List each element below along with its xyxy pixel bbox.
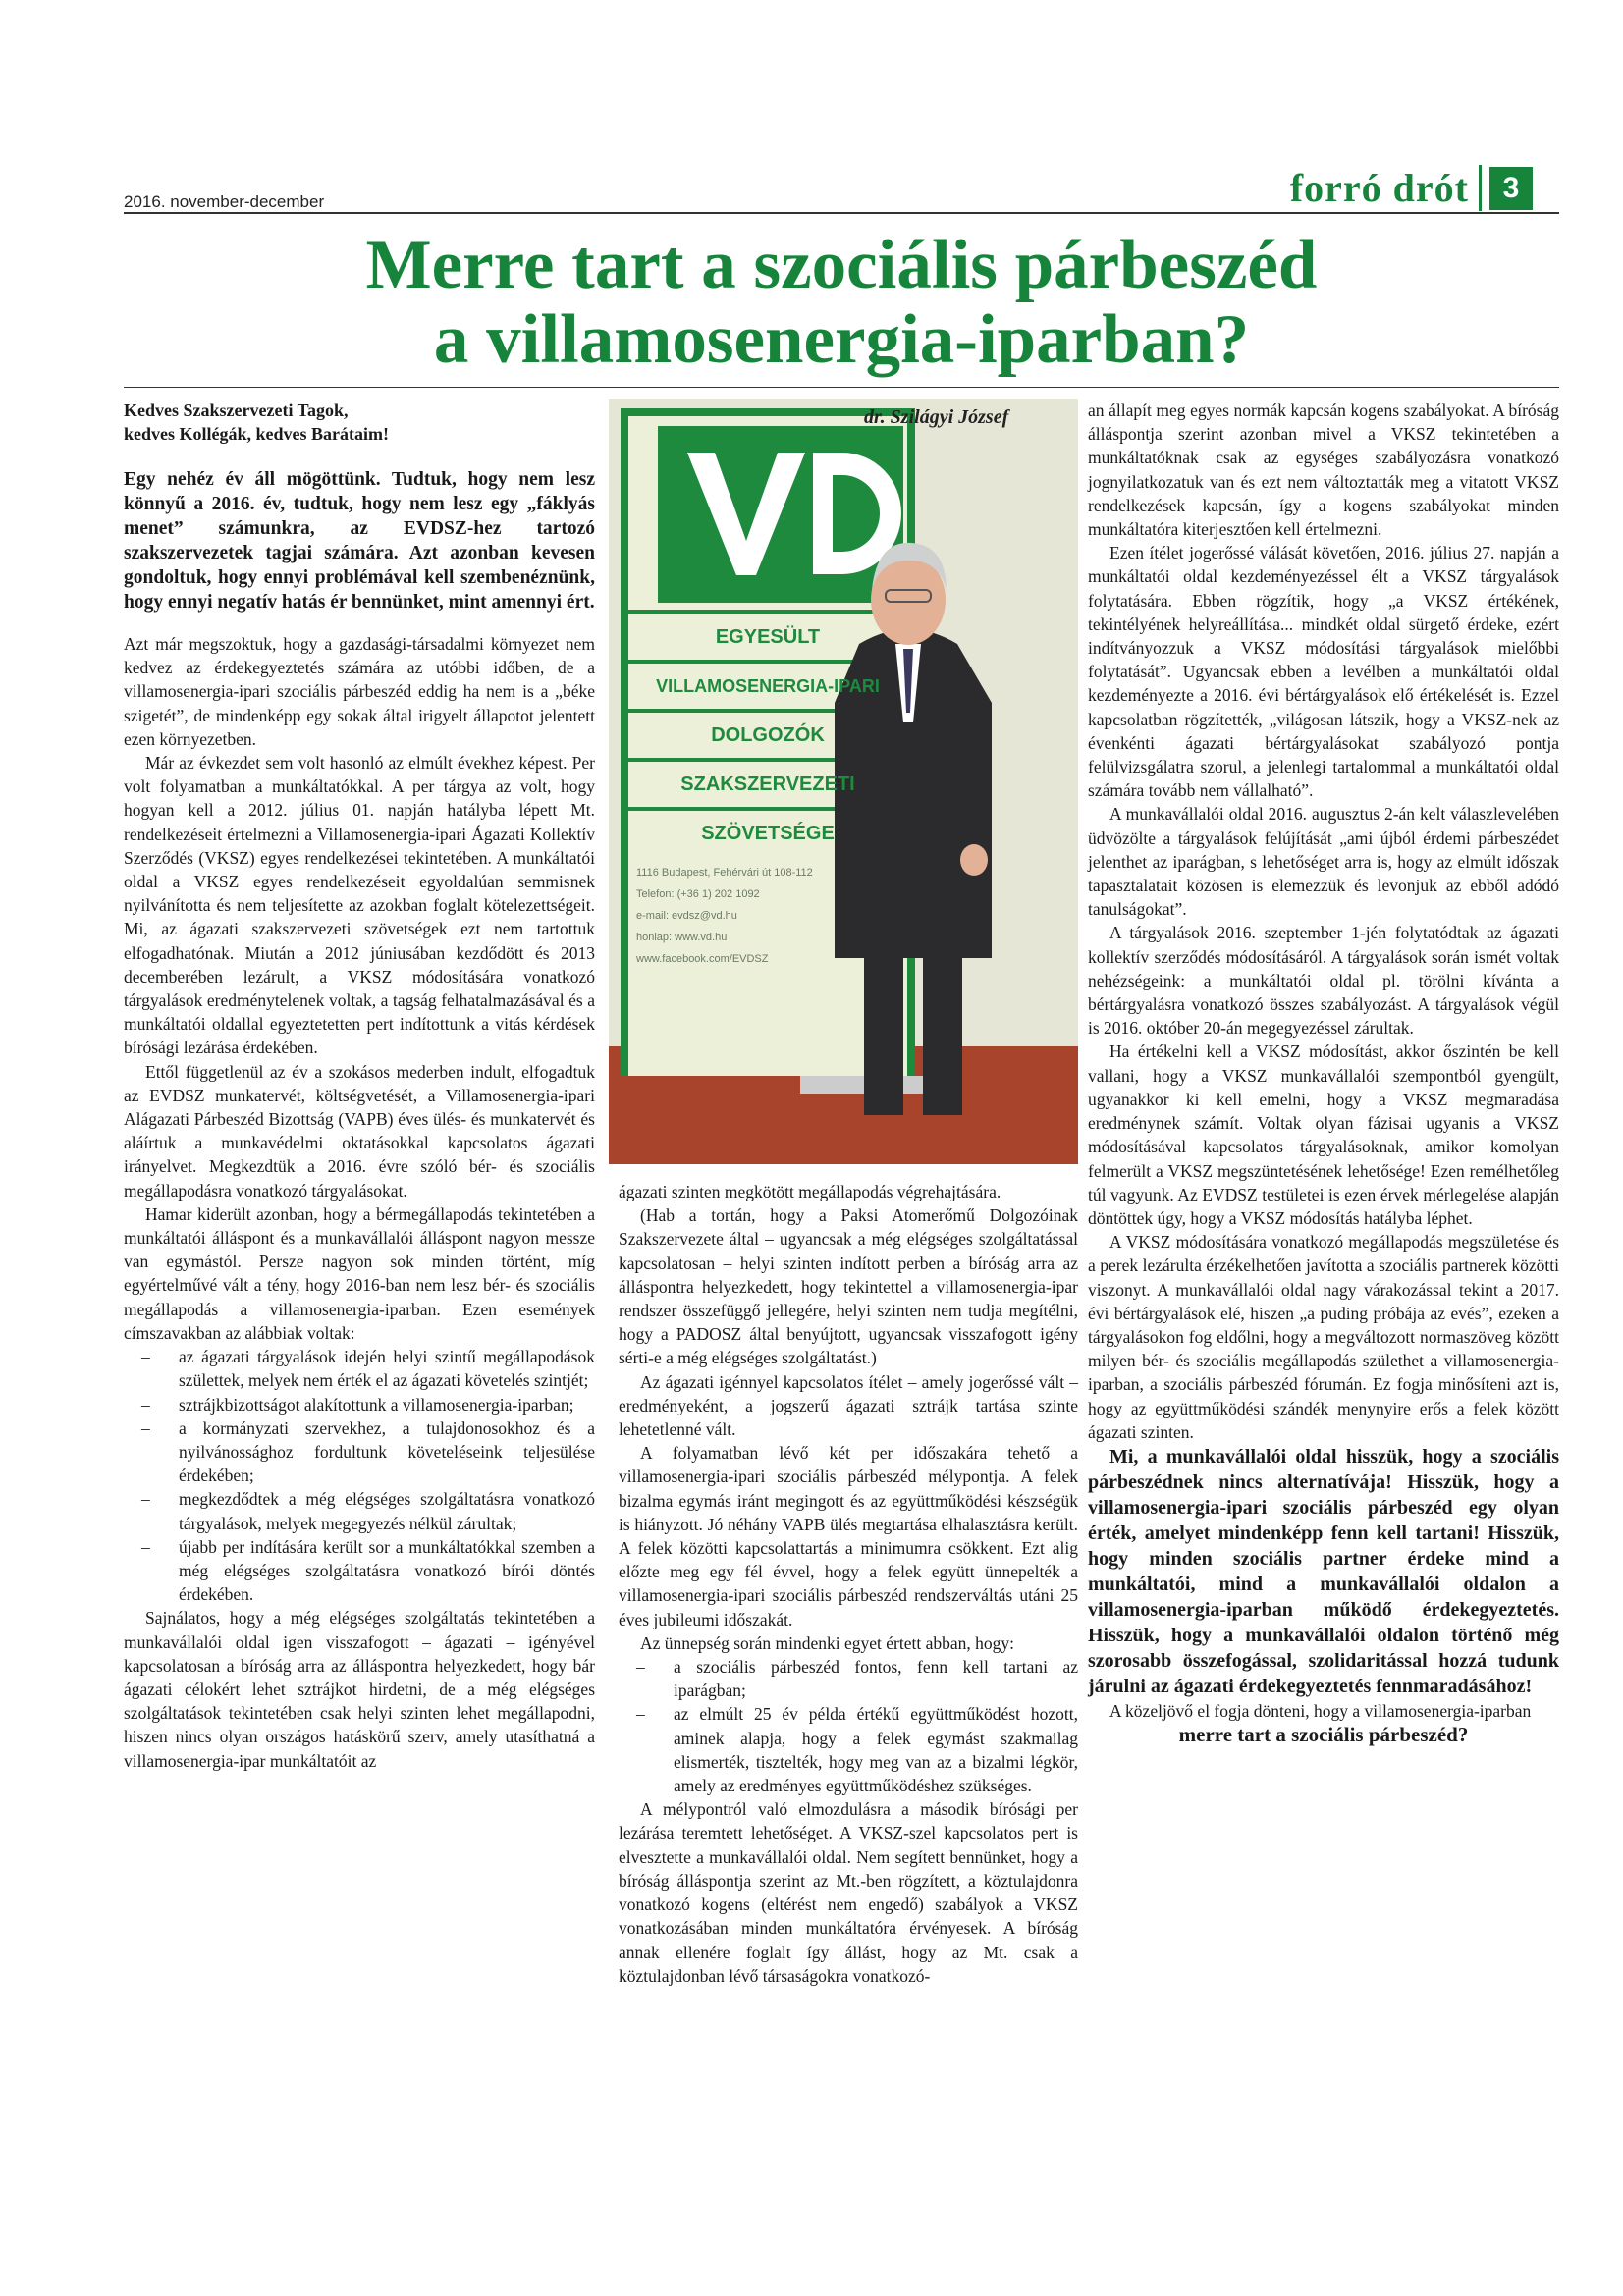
greeting-line-1: Kedves Szakszervezeti Tagok, bbox=[124, 400, 349, 420]
agreement-list bbox=[619, 1655, 1078, 1797]
paragraph: Azt már megszoktuk, hogy a gazdasági-társadalmi környezet nem kedvez az érdekegyeztetés számára az utóbbi időben, de a villamosenergia-ipari szociális párbeszéd eddig ha nem is a „béke szigetét”, de mindenképp egy sokak által irigyelt állapotot jelentett ezen környezetben. bbox=[124, 634, 595, 749]
paragraph: Ha értékelni kell a VKSZ módosítást, akkor őszintén be kell vallani, hogy a VKSZ munkavállalói szempontból gyengült, ugyanakkor ki kell emelni, hogy a VKSZ megmaradása eredménynek számít. Voltak olyan fázisai ugyanis a VKSZ módosításával kapcsolatos tárgyalásoknak, amikor komolyan felmerült a VKSZ megszüntetésének lehetősége! Ezen remélhetőleg túl vagyunk. Az EVDSZ testületei is ezen érvek mérlegelése alapján döntöttek úgy, hogy a VKSZ módosítás hatályba léphet. bbox=[1088, 1041, 1559, 1228]
list-item: – az ágazati tárgyalások idején helyi szintű megállapodások születtek, melyek nem érték el az ágazati követelés szintjét; bbox=[124, 1345, 595, 1392]
paragraph: Sajnálatos, hogy a még elégséges szolgáltatás tekintetében a munkavállalói oldal igen visszafogott – ágazati – igényével kapcsolatosan a bíróság arra az álláspontra helyezkedett, hogy bár ágazati célokért lehet sztrájkot hirdetni, de a még elégséges szolgáltatások tekintetében csak helyi szinten lehet megállapodni, hiszen nincs olyan országos hatáskörű szerv, amely utasíthatná a villamosenergia-ipar munkáltatóit az bbox=[124, 1608, 595, 1771]
banner-line: SZÖVETSÉGE bbox=[701, 823, 835, 844]
paragraph: A munkavállalói oldal 2016. augusztus 2-án kelt válaszlevelében üdvözölte a tárgyalások felújítását „ami újból érdemi párbeszédet jelenthet az iparágban, s lehetőséget arra is, hogy az elmúlt időszak tapasztalatait közösen is elemezzük és levonjuk az ebből adódó tanulságokat”. bbox=[1088, 804, 1559, 920]
contact-line: honlap: www.vd.hu bbox=[636, 932, 728, 943]
masthead bbox=[1290, 165, 1533, 211]
list-item: – a kormányzati szervekhez, a tulajdonosokhoz és a nyilvánossághoz fordultunk követeléseink teljesülése érdekében; bbox=[124, 1416, 595, 1488]
closing-statement: Mi, a munkavállalói oldal hisszük, hogy a szociális párbeszédnek nincs alternatívája! Hisszük, hogy a villamosenergia-ipari szociális párbeszéd egy olyan érték, amelyet mindenképp fenn kell tartani! Hisszük, hogy minden szociális partner érdeke mind a munkáltatói, mind a munkavállalói oldalon a villamosenergia-iparban működő érdekegyeztetés. Hisszük, hogy a munkavállalói oldalon történő még szorosabb összefogással, szolidaritással hozzá tudunk járulni az ágazati érdekegyeztetés fennmaradásához! bbox=[1088, 1445, 1559, 1697]
banner-line: VILLAMOSENERGIA-IPARI bbox=[656, 676, 880, 696]
column-3 bbox=[1088, 399, 1559, 1746]
contact-line: 1116 Budapest, Fehérvári út 108-112 bbox=[636, 867, 813, 879]
paragraph: A mélypontról való elmozdulásra a második bírósági per lezárása teremtett lehetőséget. A VKSZ-szel kapcsolatos pert is elvesztette a munkavállalói oldal. Nem segített bennünket, hogy a bíróság álláspontja szerint az Mt.-ben rögzített, a köztulajdonra vonatkozó kogens (eltérést nem engedő) szabályok a VKSZ vonatkozásában minden munkáltatóra érvényesek. A bíróság annak ellenére foglalt így állást, hogy az Mt. csak a köztulajdonban lévő társaságokra vonatkozó- bbox=[619, 1799, 1078, 1986]
paragraph: Az ágazati igénnyel kapcsolatos ítélet – amely jogerőssé vált – eredményeként, a jogszerű ágazati sztrájk tartása szinte lehetetlenné vált. bbox=[619, 1371, 1078, 1440]
paragraph: Ettől függetlenül az év a szokásos mederben indult, elfogadtuk az EVDSZ munkatervét, költségvetését, a Villamosenergia-ipari Alágazati Párbeszéd Bizottság (VAPB) éves ülés- és munkatervét és aláírtuk a munkavédelmi oktatásokkal kapcsolatos ágazati irányelvet. Megkezdtük a 2016. évre szóló bér- és szociális megállapodásra vonatkozó tárgyalásokat. bbox=[124, 1061, 595, 1201]
list-item: – a szociális párbeszéd fontos, fenn kell tartani az iparágban; bbox=[619, 1655, 1078, 1702]
greeting bbox=[124, 399, 595, 446]
paragraph: (Hab a tortán, hogy a Paksi Atomerőmű Dolgozóinak Szakszervezete által – ugyancsak a még elégséges szolgáltatással kapcsolatosan – helyi szinten indított perben a bíróság arra az álláspontra helyezkedett, hogy tekintettel a villamosenergia-ipar rendszer összefüggő jellegére, helyi szinten nem tudja megítélni, hogy a PADOSZ által benyújtott, ugyancsak visszafogott igény sérti-e a még elégséges szolgáltatást.) bbox=[619, 1205, 1078, 1368]
contact-line: www.facebook.com/EVDSZ bbox=[636, 953, 769, 965]
banner-line: DOLGOZÓK bbox=[711, 724, 825, 746]
photo-caption: dr. Szilágyi József bbox=[864, 406, 1009, 428]
title-line-1: Merre tart a szociális párbeszéd bbox=[365, 227, 1318, 303]
masthead-title: forró drót bbox=[1290, 165, 1482, 211]
paragraph: A tárgyalások 2016. szeptember 1-jén folytatódtak az ágazati kollektív szerződés módosításáról. A tárgyalások során ismét voltak nehézségeink: a munkáltatói oldal pl. törölni kívánta a bértárgyalásra vonatkozó összes szabályozást. A tárgyalások végül is 2016. október 20-án megegyezéssel zárultak. bbox=[1088, 923, 1559, 1039]
column-2 bbox=[619, 1180, 1078, 1988]
paragraph: Hamar kiderült azonban, hogy a bérmegállapodás tekintetében a munkáltatói álláspont és a munkavállalói álláspont nagyon messze van egymástól. Persze nagyon sok minden történt, míg egyértelművé vált a tény, hogy 2016-ban nem lesz bér- és szociális megállapodás a villamosenergia-iparban. Ezen események címszavakban az alábbiak voltak: bbox=[124, 1203, 595, 1343]
paragraph: ágazati szinten megkötött megállapodás végrehajtására. bbox=[619, 1182, 1001, 1201]
contact-line: Telefon: (+36 1) 202 1092 bbox=[636, 888, 760, 900]
article-title bbox=[124, 228, 1559, 377]
column-1 bbox=[124, 399, 595, 1773]
greeting-line-2: kedves Kollégák, kedves Barátaim! bbox=[124, 424, 389, 444]
title-rule bbox=[124, 387, 1559, 388]
event-list bbox=[124, 1345, 595, 1606]
list-item: – megkezdődtek a még elégséges szolgáltatásra vonatkozó tárgyalások, melyek megegyezés nélkül zárultak; bbox=[124, 1487, 595, 1534]
title-line-2: a villamosenergia-iparban? bbox=[433, 301, 1250, 378]
final-line: merre tart a szociális párbeszéd? bbox=[1178, 1723, 1469, 1747]
paragraph: A VKSZ módosítására vonatkozó megállapodás megszületése és a perek lezárulta érzékelhetően javította a szociális partnerek közötti viszonyt. A munkavállalói oldal nagy várakozással tekint a 2017. évi bértárgyalások elé, hiszen „a puding próbája az evés”, ezeken a tárgyalásokon fog eldőlni, hogy a megváltozott normaszöveg között milyen bér- és szociális megállapodás születhet a villamosenergia-iparban, a szociális párbeszéd fórumán. Ez fogja minősíteni azt is, hogy az együttműködési szándék menynyire erős a felek között ágazati szinten. bbox=[1088, 1232, 1559, 1442]
banner-line: SZAKSZERVEZETI bbox=[680, 774, 855, 795]
banner-line: EGYESÜLT bbox=[715, 626, 821, 648]
page-number: 3 bbox=[1489, 167, 1533, 210]
contact-line: e-mail: evdsz@vd.hu bbox=[636, 910, 737, 922]
portrait-photo bbox=[609, 399, 1078, 1164]
list-item: – újabb per indítására került sor a munkáltatókkal szemben a még elégséges szolgáltatásra vonatkozó bírói döntés érdekében. bbox=[124, 1535, 595, 1607]
intro-paragraph: Egy nehéz év áll mögöttünk. Tudtuk, hogy nem lesz könnyű a 2016. év, tudtuk, hogy nem lesz egy „fáklyás menet” számunkra, az EVDSZ-hez tartozó szakszervezetek tagjai számára. Azt azonban kevesen gondoltuk, hogy ennyi problémával kell szembenéznünk, hogy ennyi negatív hatás ér bennünket, mint amennyi ért. bbox=[124, 469, 595, 613]
list-item: – sztrájkbizottságot alakítottunk a villamosenergia-iparban; bbox=[124, 1393, 595, 1416]
paragraph: Ezen ítélet jogerőssé válását követően, 2016. július 27. napján a munkáltatói oldal kezdeményezéssel élt a VKSZ tárgyalások folytatására. Ebben rögzítik, hogy „a VKSZ értékének, tekintélyének helyreállítása... mindkét oldal sürgető érdeke, ezért indítványozzuk a VKSZ módosítási tárgyalások mielőbbi folytatását”. Ugyancsak ebben a levélben a munkáltatói oldal kezdeményezte a 2016. évi bértárgyalások elő értékelését is. Ezzel kapcsolatban rögzítették, „világosan látszik, hogy a VKSZ-nek az évenkénti ágazati bértárgyalásokat szabályozó pontja felülvizsgálatra szorul, a jelenlegi tartalommal a munkáltatói oldal számára tovább nem vállalható”. bbox=[1088, 543, 1559, 801]
list-item: – az elmúlt 25 év példa értékű együttműködést hozott, aminek alapja, hogy a felek egymást szakmailag elismerték, tisztelték, hogy meg van az a bizalmi légkör, amely az eredményes együttműködéshez szükséges. bbox=[619, 1702, 1078, 1797]
paragraph: Az ünnepség során mindenki egyet értett abban, hogy: bbox=[640, 1632, 1015, 1653]
paragraph: A közeljövő el fogja dönteni, hogy a villamosenergia-iparban bbox=[1109, 1700, 1532, 1721]
paragraph: an állapít meg egyes normák kapcsán kogens szabályokat. A bíróság álláspontja szerint azonban mivel a VKSZ tekintetében a munkáltatóknak csak az egységes szabályozásra vonatkozó jognyilatkozatuk van és ezt nem változtatták meg a vitatott VKSZ rendelkezések kapcsán, így a kogens szabályokat minden munkáltatóra kiterjesztően kell értelmezni. bbox=[1088, 400, 1559, 540]
issue-date: 2016. november-december bbox=[124, 192, 325, 211]
paragraph: Már az évkezdet sem volt hasonló az elmúlt évekhez képest. Per volt folyamatban a munkáltatókkal. A per tárgya az volt, hogy hogyan kell a 2012. július 01. napján hatályba lépett Mt. rendelkezéseit értelmezni a Villamosenergia-ipari Ágazati Kollektív Szerződés (VKSZ) egyes rendelkezései tekintetében. A munkáltatói oldal a VKSZ egyes rendelkezéseit egyoldalúan semmisnek nyilvánította és nem teljesítette az azokban foglalt kötelezettségeit. Mi, az ágazati szakszervezeti szövetségek ezt nem tartottuk elfogadhatónak. Miután a 2012 júniusában kezdődött és 2013 decemberében lezárult, a VKSZ módosítására vonatkozó tárgyalások eredménytelenek voltak, a tagság felhatalmazásával és a munkáltatói oldallal egyeztetetten pert indítottunk a vitás kérdések bírósági lezárása érdekében. bbox=[124, 753, 595, 1058]
header-rule bbox=[124, 212, 1559, 214]
paragraph: A folyamatban lévő két per időszakára tehető a villamosenergia-ipari szociális párbeszéd mélypontja. A felek bizalma egymás iránt megingott és az együttműködési készségük is hiányzott. Jó néhány VAPB ülés megtartása elhalasztásra került. A felek közötti kapcsolattartás a minimumra csökkent. Ezt alig előzte meg egy fél évvel, hogy a felek együtt ünnepelték a villamosenergia-ipari szociális párbeszéd rendszerváltás utáni 25 éves jubileumi időszakát. bbox=[619, 1443, 1078, 1629]
